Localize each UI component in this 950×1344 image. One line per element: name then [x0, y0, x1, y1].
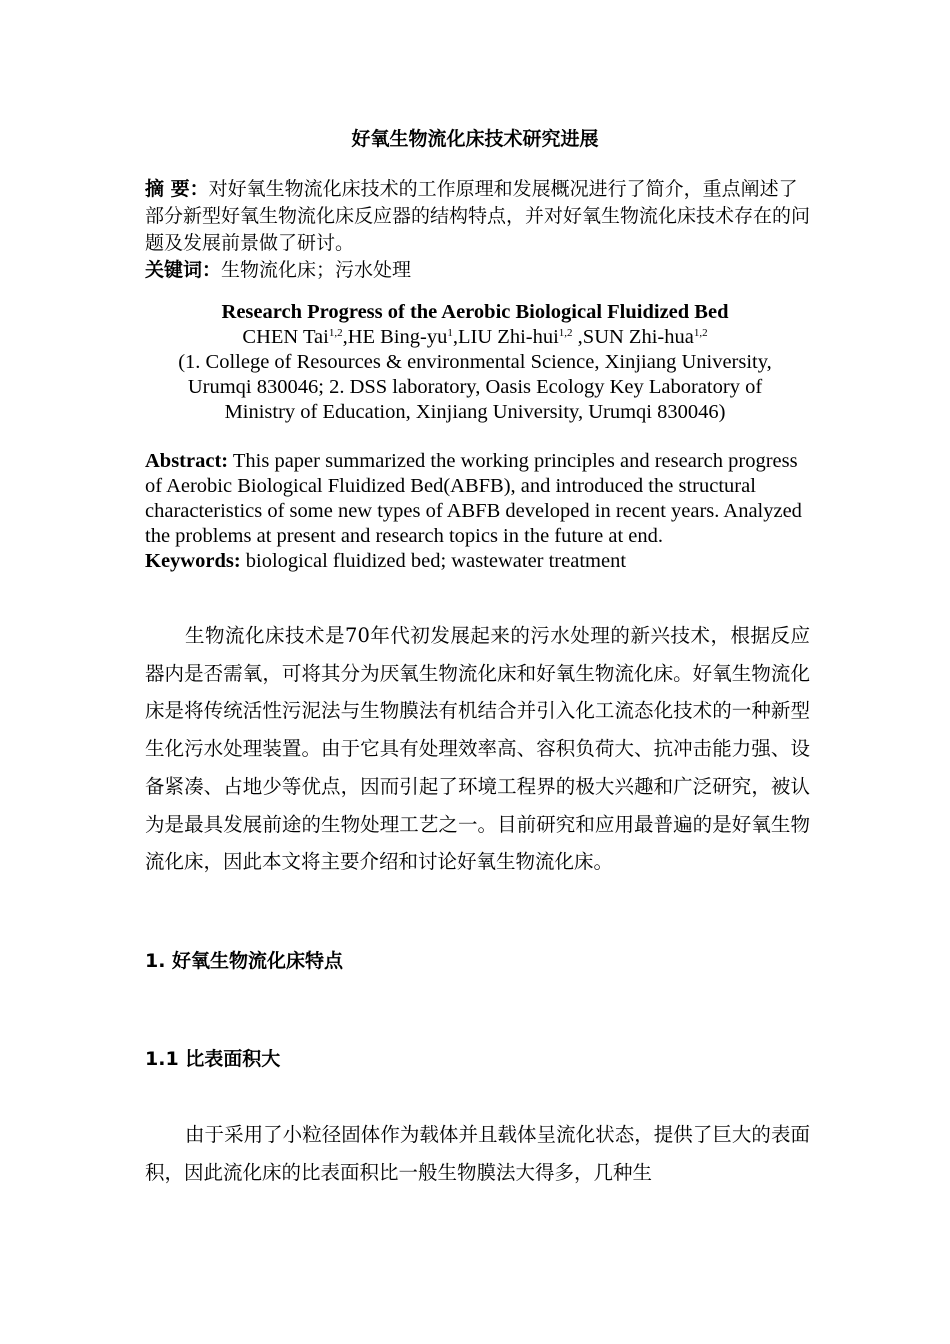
- author-name: ,SUN Zhi-hua: [572, 326, 694, 348]
- affiliation-line: (1. College of Resources & environmental Science, Xinjiang University,: [178, 351, 772, 373]
- chinese-keywords: [145, 257, 810, 284]
- author-name: CHEN Tai: [242, 326, 329, 348]
- section-heading: 1. 好氧生物流化床特点: [145, 950, 344, 972]
- author-name: ,HE Bing-yu: [342, 326, 448, 348]
- english-abstract-label: Abstract:: [145, 450, 229, 472]
- author-name: ,LIU Zhi-hui: [452, 326, 559, 348]
- chinese-title: 好氧生物流化床技术研究进展: [351, 128, 599, 150]
- english-keywords-label: Keywords:: [145, 550, 241, 572]
- english-keywords: [145, 549, 810, 574]
- english-header-block: [130, 300, 820, 425]
- chinese-abstract-block: [145, 176, 810, 284]
- chinese-keywords-label: 关键词：: [145, 259, 222, 281]
- body-paragraph: 由于采用了小粒径固体作为载体并且载体呈流化状态，提供了巨大的表面积，因此流化床的比表面积比一般生物膜法大得多，几种生: [145, 1123, 810, 1184]
- affiliation-line: Urumqi 830046; 2. DSS laboratory, Oasis Ecology Key Laboratory of: [187, 376, 763, 398]
- intro-paragraph: 生物流化床技术是70年代初发展起来的污水处理的新兴技术，根据反应器内是否需氧，可将其分为厌氧生物流化床和好氧生物流化床。好氧生物流化床是将传统活性污泥法与生物膜法有机结合并引入化工流态化技术的一种新型生化污水处理装置。由于它具有处理效率高、容积负荷大、抗冲击能力强、设备紧凑、占地少等优点，因而引起了环境工程界的极大兴趣和广泛研究，被认为是最具发展前途的生物处理工艺之一。目前研究和应用最普遍的是好氧生物流化床，因此本文将主要介绍和讨论好氧生物流化床。: [145, 624, 810, 874]
- chinese-abstract-label: 摘 要：: [145, 178, 209, 200]
- chinese-abstract-text: 对好氧生物流化床技术的工作原理和发展概况进行了简介，重点阐述了部分新型好氧生物流化床反应器的结构特点，并对好氧生物流化床技术存在的问题及发展前景做了研讨。: [145, 178, 811, 254]
- chinese-keywords-text: 生物流化床；污水处理: [221, 259, 412, 281]
- english-title: Research Progress of the Aerobic Biological Fluidized Bed: [221, 301, 729, 323]
- english-abstract-block: [145, 449, 810, 574]
- english-keywords-text: biological fluidized bed; wastewater treatment: [240, 550, 627, 572]
- subsection-heading: 1.1 比表面积大: [145, 1048, 281, 1070]
- english-abstract: [145, 449, 810, 549]
- author-list: [130, 325, 820, 350]
- chinese-abstract: [145, 176, 810, 257]
- author-affiliation-mark: 1,2: [328, 327, 343, 339]
- author-affiliation-mark: 1: [447, 327, 453, 339]
- author-affiliation-mark: 1,2: [558, 327, 573, 339]
- english-abstract-text: This paper summarized the working principles and research progress of Aerobic Biological Fluidized Bed(ABFB), and introduced the structural characteristics of some new types of ABFB developed in recent years. Analyzed the problems at present and research topics in the future at end.: [145, 450, 802, 547]
- author-affiliation-mark: 1,2: [693, 327, 708, 339]
- affiliation-line: Ministry of Education, Xinjiang University, Urumqi 830046): [224, 401, 726, 423]
